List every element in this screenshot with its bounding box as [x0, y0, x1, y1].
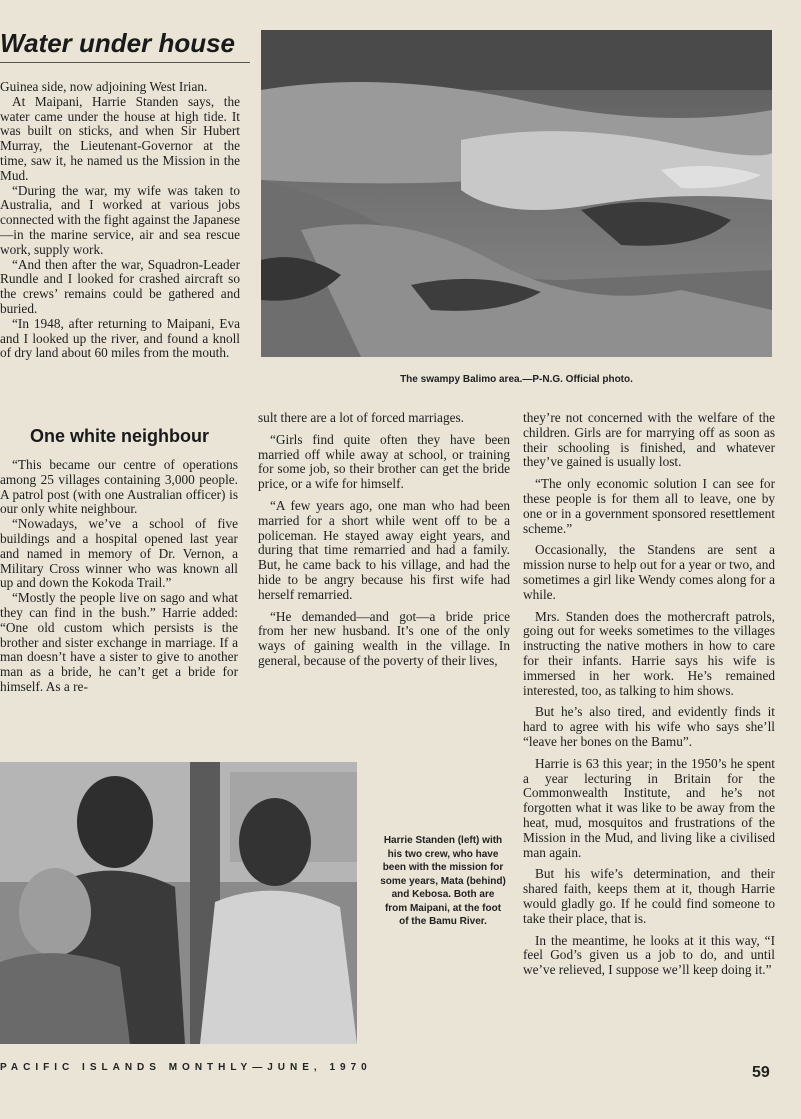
paragraph: But he’s also tired, and evidently finds it hard to agree with his wife who says she’ll “leave her bones on the Bamu”. [523, 704, 775, 749]
article-column-1-bottom [0, 458, 238, 728]
paragraph: But his wife’s determination, and their shared faith, keeps them at it, though Harrie would gladly go. If he could find someone to take their place, that is. [523, 866, 775, 926]
paragraph: In the meantime, he looks at it this way, “I feel God’s given us a job to do, and until we’ve relieved, I suppose we’ll keep doing it.” [523, 932, 775, 978]
aerial-swamp-image [261, 30, 772, 357]
paragraph: “During the war, my wife was taken to Australia, and I worked at various jobs connected with the fight against the Japanese—in the marine service, air and sea rescue work, supply work. [0, 182, 240, 257]
article-column-3 [523, 411, 775, 1051]
paragraph: Occasionally, the Standens are sent a mission nurse to help out for a year or two, and sometimes a girl like Wendy comes along for a while. [523, 542, 775, 602]
paragraph: Harrie is 63 this year; in the 1950’s he spent a year lecturing in Britain for the Commonwealth Institute, and he’s not forgotten what it was like to be away from the heat, mud, mosquitos and frustrations of the Mission in the Mud, and living like a civilised man again. [523, 755, 775, 860]
article-column-2 [258, 411, 510, 729]
footer-publication: PACIFIC ISLANDS MONTHLY—JUNE, 1970 [0, 1062, 372, 1073]
paragraph: At Maipani, Harrie Standen says, the water came under the house at high tide. It was built on sticks, and when Sir Hubert Murray, the Lieutenant-Governor at the time, saw it, he named us the Mission in the Mud. [0, 93, 240, 183]
photo-caption-bottom: Harrie Standen (left) with his two crew, who have been with the mission for some years, Mata (behind) and Kebosa. Both are from Maipani, at the foot of the Bamu River. [380, 835, 506, 927]
paragraph: “Girls find quite often they have been married off while away at school, or training for some job, so their brother can get the bride price, or a wife for himself. [258, 431, 510, 492]
paragraph: “A few years ago, one man who had been married for a short while went off to be a policeman. He stayed away eight years, and during that time remarried and had a family. But, he came back to his village, and had the hide to be angry because his first wife had herself remarried. [258, 497, 510, 602]
paragraph: “This became our centre of operations among 25 villages containing 3,000 people. A patrol post (with one Australian officer) is our only white neighbour. [0, 458, 238, 517]
paragraph: “In 1948, after returning to Maipani, Eva and I looked up the river, and found a knoll of dry land about 60 miles from the mouth. [0, 315, 240, 361]
paragraph: “Mostly the people live on sago and what they can find in the bush.” Harrie added: “One old custom which persists is the brother and sister exchange in marriage. If a man doesn’t have a sister to give to another man as a bride, he can’t get a bride for himself. As a re- [0, 590, 238, 694]
paragraph: they’re not concerned with the welfare of the children. Girls are for marrying off as soon as their schooling is finished, and whatever they’ve gained is usually lost. [523, 411, 775, 470]
paragraph: “He demanded—and got—a bride price from her new husband. It’s one of the only ways of gaining wealth in the village. In general, because of the poverty of their lives, [258, 608, 510, 668]
paragraph: “The only economic solution I can see for these people is for them all to leave, one by one or in a government sponsored resettlement scheme.” [523, 476, 775, 536]
paragraph: “And then after the war, Squadron-Leader Rundle and I looked for crashed aircraft so the crews’ remains could be gathered and buried. [0, 256, 240, 316]
paragraph: Guinea side, now adjoining West Irian. [0, 80, 208, 94]
aerial-swamp-photo [261, 30, 772, 357]
crew-portrait-image [0, 762, 357, 1044]
photo-caption-top: The swampy Balimo area.—P-N.G. Official photo. [400, 374, 633, 385]
paragraph: sult there are a lot of forced marriages. [258, 411, 465, 425]
page-number: 59 [752, 1064, 770, 1081]
article-subhead: One white neighbour [30, 426, 209, 446]
paragraph: Mrs. Standen does the mothercraft patrols, going out for weeks sometimes to the villages instructing the native mothers in how to care for their infants. Harrie says his wife is immersed in her work. He’s remained interested, too, as talking to him shows. [523, 608, 775, 698]
article-column-1-top [0, 80, 240, 410]
paragraph: “Nowadays, we’ve a school of five buildings and a hospital opened last year and named in memory of Dr. Vernon, a Military Cross winner who was known all up and down the Kokoda Trail.” [0, 516, 238, 591]
crew-portrait-photo [0, 762, 357, 1044]
article-headline: Water under house [0, 28, 250, 63]
